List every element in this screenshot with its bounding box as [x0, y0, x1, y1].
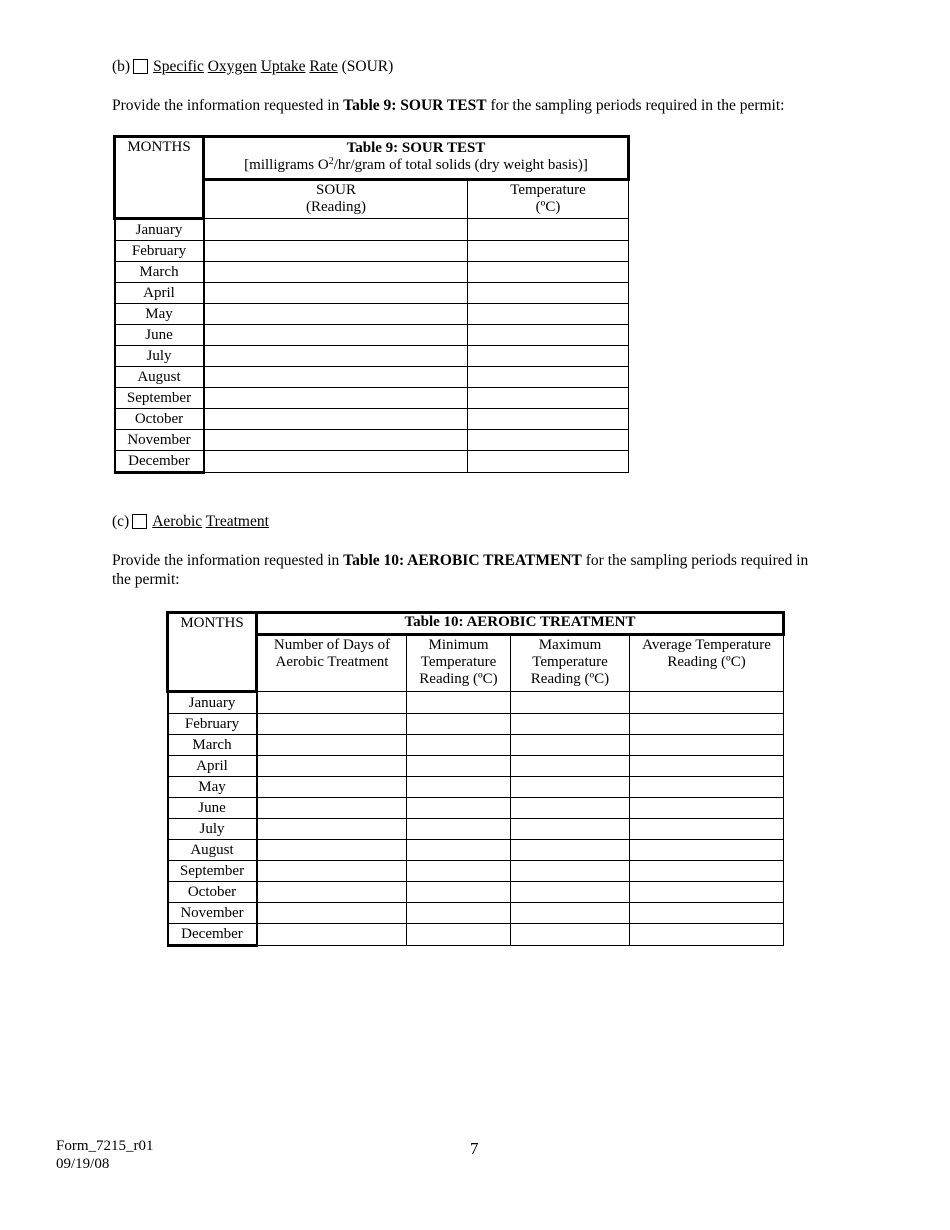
table9-entry-cell[interactable]	[204, 409, 468, 430]
table10-month-label: June	[168, 798, 257, 819]
table10-row	[168, 903, 784, 924]
table9-row	[115, 388, 629, 409]
table10-row	[168, 924, 784, 946]
table10-entry-cell[interactable]	[511, 798, 630, 819]
table10-entry-cell[interactable]	[257, 819, 407, 840]
table10-entry-cell[interactable]	[257, 882, 407, 903]
table10-row	[168, 777, 784, 798]
table9-row	[115, 451, 629, 473]
table9-row	[115, 325, 629, 346]
table9-month-label: November	[115, 430, 204, 451]
table10-entry-cell[interactable]	[407, 861, 511, 882]
table10-entry-cell[interactable]	[407, 840, 511, 861]
table10-entry-cell[interactable]	[511, 903, 630, 924]
table10-row	[168, 714, 784, 735]
table10-entry-cell[interactable]	[257, 861, 407, 882]
table10-entry-cell[interactable]	[407, 903, 511, 924]
table10-entry-cell[interactable]	[511, 819, 630, 840]
table10-entry-cell[interactable]	[630, 777, 784, 798]
section-b-prefix: (b)	[112, 58, 131, 75]
table10-min-temp-header: Minimum Temperature Reading (ºC)	[407, 635, 511, 692]
sour-word-1: Specific	[153, 58, 204, 75]
footer-date: 09/19/08	[56, 1156, 110, 1172]
sour-suffix: (SOUR)	[341, 58, 394, 75]
table10-row	[168, 692, 784, 714]
table9-entry-cell[interactable]	[468, 388, 629, 409]
table10-entry-cell[interactable]	[630, 714, 784, 735]
table10-entry-cell[interactable]	[257, 798, 407, 819]
sour-word-4: Rate	[309, 58, 338, 75]
table9-entry-cell[interactable]	[468, 451, 629, 473]
aerobic-checkbox[interactable]	[132, 514, 147, 529]
table10-avg-temp-header: Average Temperature Reading (ºC)	[630, 635, 784, 692]
table9-entry-cell[interactable]	[204, 430, 468, 451]
table10-entry-cell[interactable]	[407, 924, 511, 946]
table10-entry-cell[interactable]	[407, 819, 511, 840]
table9-row	[115, 262, 629, 283]
table9-entry-cell[interactable]	[468, 430, 629, 451]
section-c-instruction: Provide the information requested in Table 10: AEROBIC TREATMENT for the sampling periods required in the permit:	[112, 552, 809, 588]
table9-entry-cell[interactable]	[204, 388, 468, 409]
table9-entry-cell[interactable]	[468, 304, 629, 325]
table9-entry-cell[interactable]	[204, 325, 468, 346]
table10-entry-cell[interactable]	[630, 735, 784, 756]
table10-month-label: November	[168, 903, 257, 924]
table10-month-label: March	[168, 735, 257, 756]
table9-month-label: January	[115, 219, 204, 241]
section-c-heading	[112, 512, 269, 531]
table9-row	[115, 304, 629, 325]
table10-entry-cell[interactable]	[511, 924, 630, 946]
table10-row	[168, 798, 784, 819]
table10-month-label: July	[168, 819, 257, 840]
table10-entry-cell[interactable]	[630, 840, 784, 861]
table9-row	[115, 430, 629, 451]
table10-entry-cell[interactable]	[257, 756, 407, 777]
table10-entry-cell[interactable]	[630, 882, 784, 903]
table9-month-label: December	[115, 451, 204, 473]
table10-entry-cell[interactable]	[630, 819, 784, 840]
table9-month-label: July	[115, 346, 204, 367]
table9-entry-cell[interactable]	[468, 409, 629, 430]
table9-entry-cell[interactable]	[204, 262, 468, 283]
table9-month-label: October	[115, 409, 204, 430]
table9-entry-cell[interactable]	[468, 325, 629, 346]
table10-entry-cell[interactable]	[630, 861, 784, 882]
table9-month-label: February	[115, 241, 204, 262]
table9-month-label: May	[115, 304, 204, 325]
table10-entry-cell[interactable]	[407, 692, 511, 714]
table10-entry-cell[interactable]	[511, 735, 630, 756]
table10-entry-cell[interactable]	[511, 882, 630, 903]
table10-entry-cell[interactable]	[511, 840, 630, 861]
table9-title-cell	[204, 137, 629, 180]
table10-entry-cell[interactable]	[511, 861, 630, 882]
footer-form-id: Form_7215_r01	[56, 1138, 154, 1154]
table10-entry-cell[interactable]	[630, 924, 784, 946]
table9-entry-cell[interactable]	[468, 219, 629, 241]
table9-entry-cell[interactable]	[468, 241, 629, 262]
table10-entry-cell[interactable]	[630, 903, 784, 924]
page-number: 7	[470, 1139, 479, 1158]
table9-title: Table 9: SOUR TEST	[346, 140, 486, 156]
table10-entry-cell[interactable]	[630, 692, 784, 714]
table10-entry-cell[interactable]	[257, 840, 407, 861]
table10-entry-cell[interactable]	[257, 924, 407, 946]
table10-entry-cell[interactable]	[630, 798, 784, 819]
table10-row	[168, 840, 784, 861]
sour-word-2: Oxygen	[207, 58, 257, 75]
table9-entry-cell[interactable]	[468, 367, 629, 388]
table9-entry-cell[interactable]	[204, 451, 468, 473]
table10-month-label: May	[168, 777, 257, 798]
table10-month-label: December	[168, 924, 257, 946]
table9-entry-cell[interactable]	[204, 219, 468, 241]
table10-entry-cell[interactable]	[407, 756, 511, 777]
table10-row	[168, 756, 784, 777]
table9-month-label: August	[115, 367, 204, 388]
table10-days-header: Number of Days of Aerobic Treatment	[257, 635, 407, 692]
sour-checkbox[interactable]	[133, 59, 148, 74]
table10-entry-cell[interactable]	[511, 714, 630, 735]
section-c-prefix: (c)	[112, 513, 130, 530]
section-b-instruction: Provide the information requested in Table 9: SOUR TEST for the sampling periods required in the permit:	[112, 97, 785, 114]
table10-row	[168, 735, 784, 756]
table9-entry-cell[interactable]	[468, 283, 629, 304]
table9-units: [milligrams $O^2/hr$/gram of total solids (dry weight basis)]	[244, 156, 588, 173]
table9-row	[115, 409, 629, 430]
table10-entry-cell[interactable]	[511, 777, 630, 798]
table9-month-label: March	[115, 262, 204, 283]
table-10-aerobic-treatment	[166, 611, 785, 947]
table10-entry-cell[interactable]	[257, 777, 407, 798]
table10-month-label: August	[168, 840, 257, 861]
table9-row	[115, 346, 629, 367]
table10-month-label: September	[168, 861, 257, 882]
table9-month-label: September	[115, 388, 204, 409]
table10-title: Table 10: AEROBIC TREATMENT	[257, 613, 784, 635]
section-b-heading	[112, 57, 393, 76]
table9-entry-cell[interactable]	[204, 304, 468, 325]
aerobic-word-2: Treatment	[205, 513, 269, 530]
table10-entry-cell[interactable]	[257, 714, 407, 735]
table9-entry-cell[interactable]	[204, 283, 468, 304]
table10-entry-cell[interactable]	[511, 692, 630, 714]
table9-row	[115, 219, 629, 241]
table10-month-label: February	[168, 714, 257, 735]
table9-row	[115, 283, 629, 304]
table10-entry-cell[interactable]	[407, 735, 511, 756]
table10-max-temp-header: Maximum Temperature Reading (ºC)	[511, 635, 630, 692]
table10-entry-cell[interactable]	[630, 756, 784, 777]
table9-row	[115, 367, 629, 388]
table10-entry-cell[interactable]	[511, 756, 630, 777]
table9-months-header: MONTHS	[115, 137, 204, 219]
table10-month-label: October	[168, 882, 257, 903]
table10-entry-cell[interactable]	[257, 692, 407, 714]
table10-month-label: January	[168, 692, 257, 714]
aerobic-word-1: Aerobic	[152, 513, 203, 530]
table10-entry-cell[interactable]	[407, 798, 511, 819]
table10-row	[168, 819, 784, 840]
table9-sour-header: SOUR (Reading)	[204, 180, 468, 219]
table10-entry-cell[interactable]	[407, 714, 511, 735]
table9-entry-cell[interactable]	[204, 241, 468, 262]
table9-entry-cell[interactable]	[468, 262, 629, 283]
table9-month-label: June	[115, 325, 204, 346]
table9-entry-cell[interactable]	[204, 367, 468, 388]
table9-entry-cell[interactable]	[468, 346, 629, 367]
table9-month-label: April	[115, 283, 204, 304]
table10-row	[168, 882, 784, 903]
table9-row	[115, 241, 629, 262]
sour-word-3: Uptake	[260, 58, 306, 75]
table-9-sour-test	[113, 135, 630, 474]
table10-entry-cell[interactable]	[407, 882, 511, 903]
table10-entry-cell[interactable]	[257, 903, 407, 924]
table10-entry-cell[interactable]	[407, 777, 511, 798]
table10-entry-cell[interactable]	[257, 735, 407, 756]
table10-month-label: April	[168, 756, 257, 777]
table9-temperature-header: Temperature (ºC)	[468, 180, 629, 219]
table10-row	[168, 861, 784, 882]
table9-entry-cell[interactable]	[204, 346, 468, 367]
table10-months-header: MONTHS	[168, 613, 257, 692]
